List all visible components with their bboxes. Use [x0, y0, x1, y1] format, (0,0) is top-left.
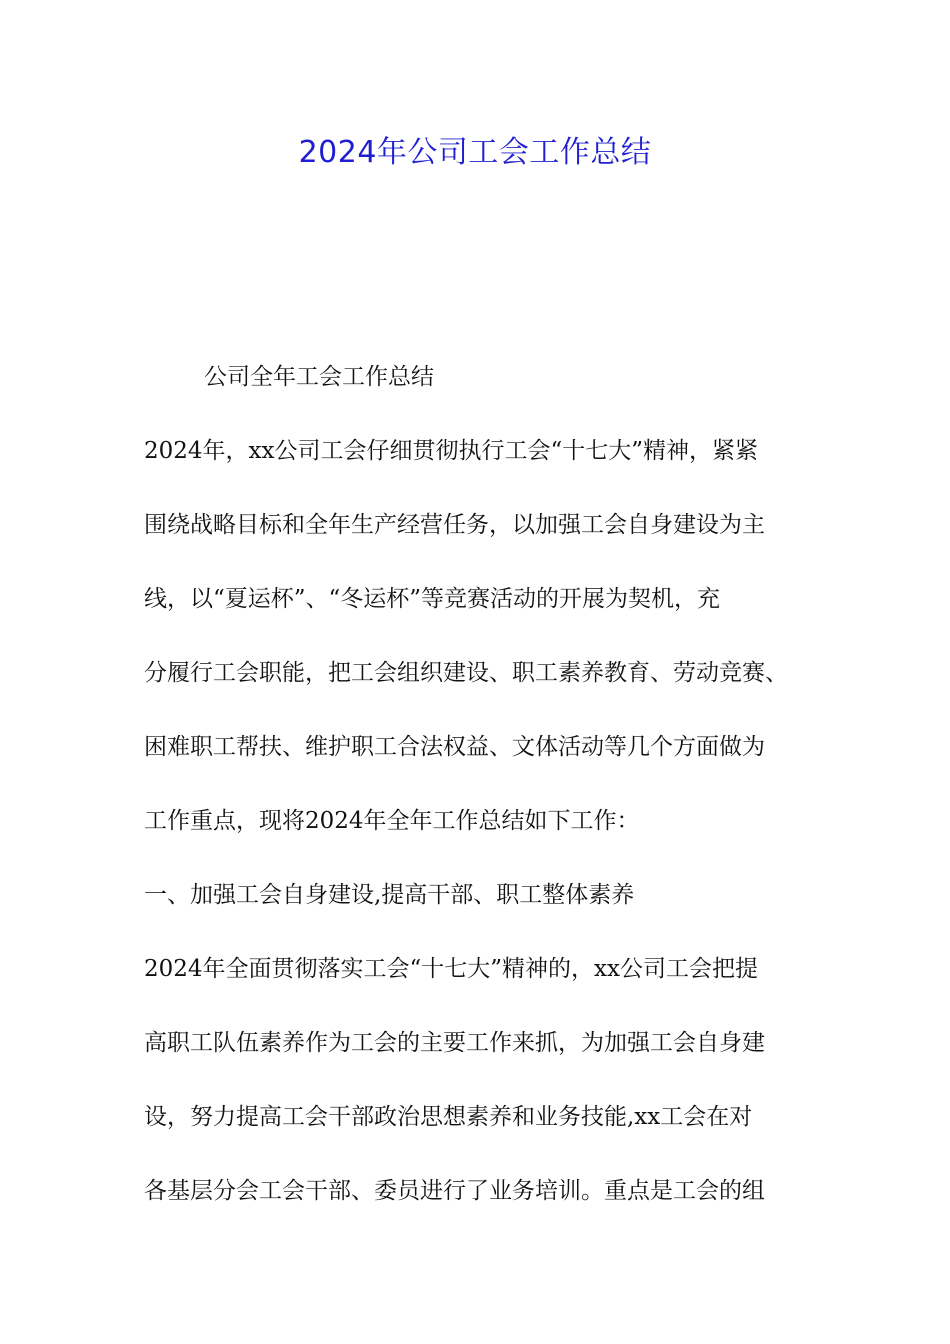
- body-line: 2024年全面贯彻落实工会“十七大”精神的，xx公司工会把提: [144, 956, 758, 982]
- body-line: 2024年，xx公司工会仔细贯彻执行工会“十七大”精神，紧紧: [144, 438, 758, 464]
- body-line: 工作重点，现将2024年全年工作总结如下工作：: [144, 808, 640, 834]
- body-line: 高职工队伍素养作为工会的主要工作来抓，为加强工会自身建: [144, 1030, 765, 1056]
- body-line: 各基层分会工会干部、委员进行了业务培训。重点是工会的组: [144, 1178, 765, 1204]
- body-line: 围绕战略目标和全年生产经营任务，以加强工会自身建设为主: [144, 512, 765, 538]
- section-heading: 一、加强工会自身建设,提高干部、职工整体素养: [144, 882, 635, 908]
- body-line: 设，努力提高工会干部政治思想素养和业务技能,xx工会在对: [144, 1104, 753, 1130]
- body-line: 困难职工帮扶、维护职工合法权益、文体活动等几个方面做为: [144, 734, 765, 760]
- document-title: 2024年公司工会工作总结: [298, 135, 652, 170]
- body-line: 分履行工会职能，把工会组织建设、职工素养教育、劳动竞赛、: [144, 660, 788, 686]
- subtitle-line: 公司全年工会工作总结: [204, 364, 434, 390]
- body-line: 线，以“夏运杯”、“冬运杯”等竞赛活动的开展为契机，充: [144, 586, 721, 612]
- document-body: [144, 340, 824, 1228]
